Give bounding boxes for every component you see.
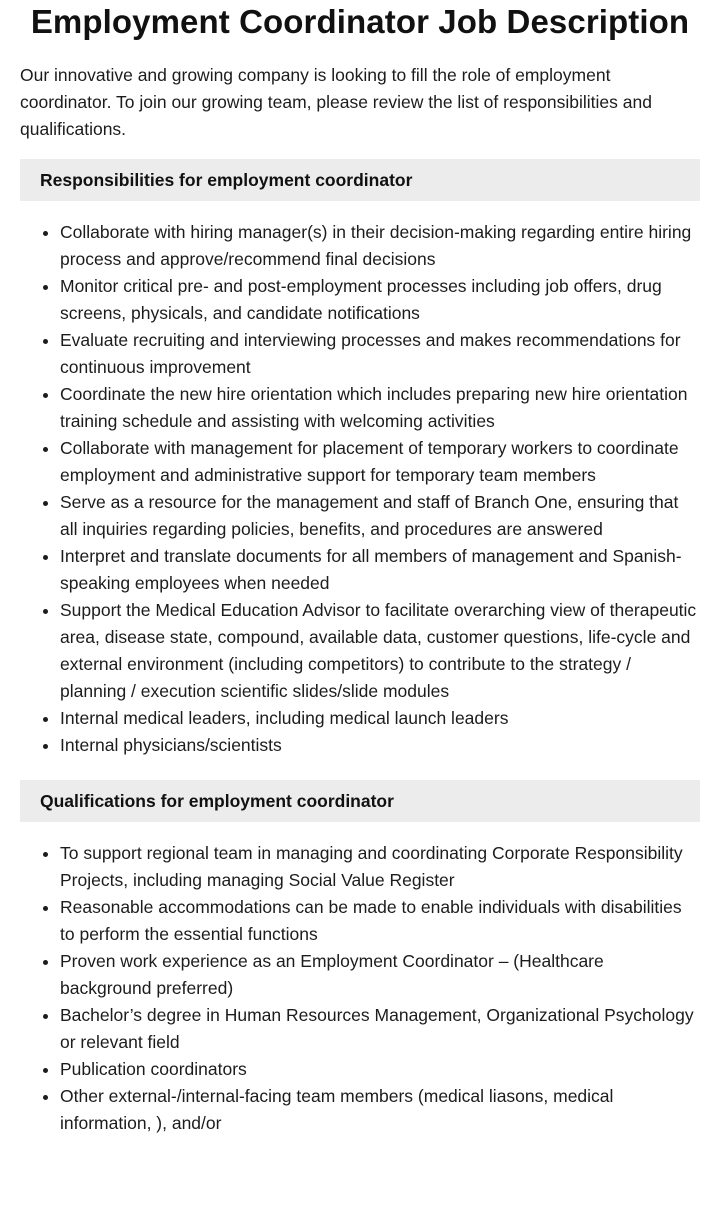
list-item: • Reasonable accommodations can be made to enable individuals with disabilities to perform the essential functions	[60, 894, 700, 948]
list-item: • Proven work experience as an Employment Coordinator – (Healthcare background preferred)	[60, 948, 700, 1002]
section-spacer	[20, 759, 700, 764]
list-item: • Evaluate recruiting and interviewing processes and makes recommendations for continuous improvement	[60, 327, 700, 381]
responsibilities-heading: Responsibilities for employment coordinator	[20, 159, 700, 201]
list-item: • Collaborate with hiring manager(s) in their decision-making regarding entire hiring process and approve/recommend final decisions	[60, 219, 700, 273]
list-item: • Internal medical leaders, including medical launch leaders	[60, 705, 700, 732]
list-item: • Support the Medical Education Advisor to facilitate overarching view of therapeutic area, disease state, compound, available data, customer questions, life-cycle and external environment (including competitors) to contribute to the strategy / planning / execution scientific slides/slide modules	[60, 597, 700, 705]
qualifications-heading: Qualifications for employment coordinator	[20, 780, 700, 822]
list-item: • Collaborate with management for placement of temporary workers to coordinate employment and administrative support for temporary team members	[60, 435, 700, 489]
responsibilities-list	[20, 219, 700, 759]
qualifications-list	[20, 840, 700, 1137]
list-item: • Publication coordinators	[60, 1056, 700, 1083]
list-item: • Serve as a resource for the management and staff of Branch One, ensuring that all inquiries regarding policies, benefits, and procedures are answered	[60, 489, 700, 543]
list-item: • Monitor critical pre- and post-employment processes including job offers, drug screens, physicals, and candidate notifications	[60, 273, 700, 327]
intro-paragraph: Our innovative and growing company is looking to fill the role of employment coordinator. To join our growing team, please review the list of responsibilities and qualifications.	[20, 65, 652, 139]
list-item: • Interpret and translate documents for all members of management and Spanish-speaking employees when needed	[60, 543, 700, 597]
list-item: • Bachelor’s degree in Human Resources Management, Organizational Psychology or relevant field	[60, 1002, 700, 1056]
list-item: • Internal physicians/scientists	[60, 732, 700, 759]
list-item: • To support regional team in managing and coordinating Corporate Responsibility Projects, including managing Social Value Register	[60, 840, 700, 894]
page-title: Employment Coordinator Job Description	[30, 3, 690, 40]
list-item: • Other external-/internal-facing team members (medical liasons, medical information, ), and/or	[60, 1083, 700, 1137]
list-item: • Coordinate the new hire orientation which includes preparing new hire orientation training schedule and assisting with welcoming activities	[60, 381, 700, 435]
